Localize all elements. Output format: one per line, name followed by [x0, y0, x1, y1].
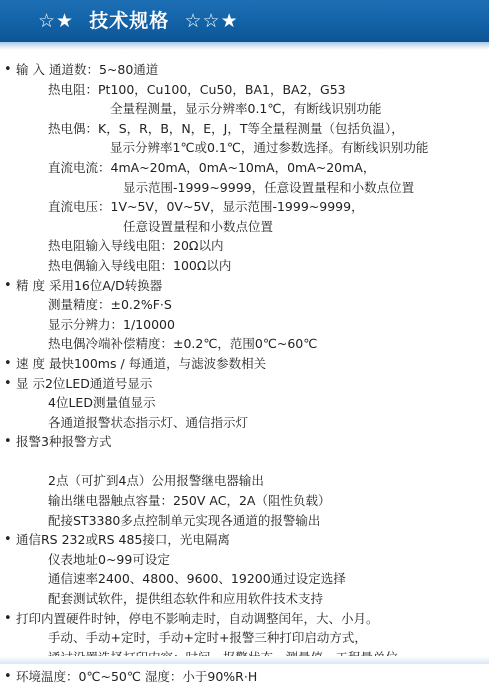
spec-text: 手动、手动+定时，手动+定时+报警三种打印启动方式，	[48, 630, 367, 646]
spec-line	[0, 315, 489, 335]
bullet-icon: •	[4, 669, 12, 685]
spec-line	[0, 452, 489, 472]
spec-line	[0, 197, 489, 217]
spec-heading	[0, 276, 489, 296]
spec-line	[0, 178, 489, 198]
bullet-icon: •	[4, 277, 12, 293]
spec-heading	[0, 60, 489, 80]
spec-line	[0, 99, 489, 119]
spec-heading	[0, 530, 489, 550]
bullet-icon: •	[4, 375, 12, 391]
header-bar	[0, 0, 489, 42]
spec-text: 热电偶输入导线电阻：100Ω以内	[48, 257, 232, 273]
spec-text: 各通道报警状态指示灯、通信指示灯	[48, 414, 249, 430]
spec-line	[0, 217, 489, 237]
spec-text: 输出继电器触点容量：250V AC，2A（阻性负载）	[48, 493, 331, 509]
footer-shadow	[0, 656, 489, 664]
spec-line	[0, 236, 489, 256]
spec-heading	[0, 374, 489, 394]
spec-text: 通信RS 232或RS 485接口，光电隔离	[16, 532, 230, 548]
spec-text: 4位LED测量值显示	[48, 395, 156, 411]
spec-line	[0, 491, 489, 511]
spec-text: 配套测试软件，提供组态软件和应用软件技术支持	[48, 591, 324, 607]
spec-text: 热电偶冷端补偿精度：±0.2℃，范围0℃~60℃	[48, 336, 318, 352]
spec-line	[0, 295, 489, 315]
spec-text: 全量程测量，显示分辨率0.1℃，有断线识别功能	[110, 101, 382, 117]
spec-line	[0, 80, 489, 100]
spec-text: 精 度 采用16位A/D转换器	[16, 277, 163, 293]
spec-text: 显示分辨力：1/10000	[48, 316, 175, 332]
spec-line	[0, 334, 489, 354]
bullet-icon: •	[4, 355, 12, 371]
spec-text: 打印内置硬件时钟，停电不影响走时，自动调整闰年，大、小月。	[16, 610, 379, 626]
spec-line	[0, 511, 489, 531]
spec-line	[0, 256, 489, 276]
spec-text: 配接ST3380多点控制单元实现各通道的报警输出	[48, 512, 321, 528]
spec-text: 速 度 最快100ms / 每通道，与滤波参数相关	[16, 355, 267, 371]
spec-text: 通信速率2400、4800、9600、19200通过设定选择	[48, 571, 346, 587]
spec-line	[0, 589, 489, 609]
spec-line	[0, 550, 489, 570]
spec-text: 测量精度：±0.2%F·S	[48, 297, 172, 313]
spec-text: 直流电流：4mA~20mA，0mA~10mA，0mA~20mA，	[48, 159, 376, 175]
spec-line	[0, 138, 489, 158]
bullet-icon: •	[4, 62, 12, 77]
spec-line	[0, 628, 489, 648]
spec-text: 显示分辨率1℃或0.1℃，通过参数选择。有断线识别功能	[110, 140, 429, 156]
spec-text: 显示范围-1999~9999，任意设置量程和小数点位置	[123, 179, 415, 195]
spec-text: 仪表地址0~99可设定	[48, 551, 170, 567]
spec-line	[0, 158, 489, 178]
spec-text: 任意设置量程和小数点位置	[123, 218, 274, 234]
spec-line	[0, 119, 489, 139]
spec-heading	[0, 667, 489, 687]
spec-text: 热电偶：K，S，R，B，N，E，J，T等全量程测量（包括负温），	[48, 120, 404, 136]
spec-content	[0, 60, 489, 687]
spec-heading	[0, 432, 489, 452]
spec-line	[0, 413, 489, 433]
spec-line	[0, 569, 489, 589]
bullet-icon: •	[4, 610, 12, 626]
page-title: ☆★ 技术规格 ☆☆★	[38, 10, 239, 32]
spec-text: 报警3种报警方式	[16, 434, 112, 450]
spec-text: 显 示2位LED通道号显示	[16, 375, 153, 391]
bullet-icon: •	[4, 532, 12, 548]
spec-text: 2点（可扩到4点）公用报警继电器输出	[48, 473, 264, 489]
spec-text: 直流电压：1V~5V，0V~5V，显示范围-1999~9999，	[48, 199, 364, 215]
spec-text: 热电阻：Pt100，Cu100，Cu50，BA1，BA2，G53	[48, 81, 346, 97]
spec-heading	[0, 354, 489, 374]
spec-line	[0, 471, 489, 491]
header-shadow	[0, 42, 489, 50]
spec-text: 输 入 通道数：5~80通道	[16, 62, 159, 77]
spec-text: 热电阻输入导线电阻：20Ω以内	[48, 238, 224, 254]
spec-line	[0, 393, 489, 413]
bullet-icon: •	[4, 434, 12, 450]
spec-heading	[0, 609, 489, 629]
spec-text: 环境温度：0℃~50℃ 湿度：小于90%R·H	[16, 669, 258, 685]
